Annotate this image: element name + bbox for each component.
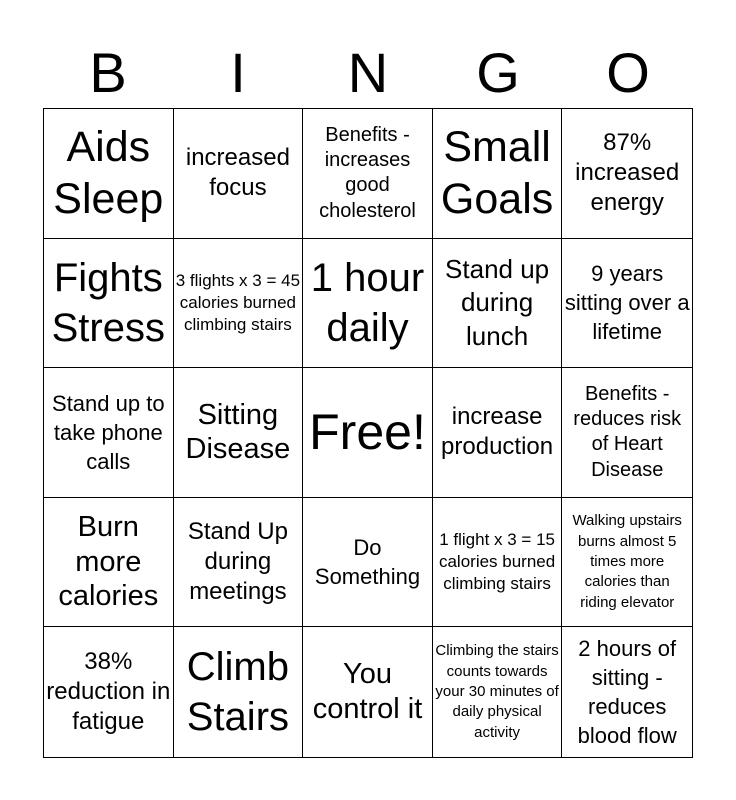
bingo-cell[interactable]: 3 flights x 3 = 45 calories burned climbing stairs — [174, 239, 304, 369]
bingo-cell[interactable]: Burn more calories — [44, 498, 174, 628]
bingo-cell[interactable]: 87% increased energy — [562, 109, 692, 239]
header-letter-n: N — [347, 41, 389, 104]
bingo-cell[interactable]: increased focus — [174, 109, 304, 239]
bingo-cell[interactable]: Small Goals — [433, 109, 563, 239]
bingo-cell[interactable]: Walking upstairs burns almost 5 times more calories than riding elevator — [562, 498, 692, 628]
bingo-free-cell[interactable]: Free! — [303, 368, 433, 498]
bingo-cell[interactable]: Stand up to take phone calls — [44, 368, 174, 498]
header-letter-b: B — [89, 41, 127, 104]
bingo-cell[interactable]: Aids Sleep — [44, 109, 174, 239]
bingo-cell[interactable]: Benefits - reduces risk of Heart Disease — [562, 368, 692, 498]
bingo-cell[interactable]: 38% reduction in fatigue — [44, 627, 174, 757]
bingo-header — [43, 38, 693, 108]
bingo-cell[interactable]: increase production — [433, 368, 563, 498]
header-letter-i: I — [230, 41, 246, 104]
bingo-cell[interactable]: 2 hours of sitting - reduces blood flow — [577, 636, 677, 749]
bingo-card-grid — [43, 108, 693, 758]
header-letter-g: G — [476, 41, 520, 104]
bingo-cell[interactable]: You control it — [303, 627, 433, 757]
bingo-cell[interactable]: 9 years sitting over a lifetime — [562, 239, 692, 369]
bingo-cell[interactable]: Climb Stairs — [174, 627, 304, 757]
bingo-cell[interactable]: Climbing the stairs counts towards your 30 minutes of daily physical activity — [433, 627, 563, 757]
bingo-cell[interactable]: 1 flight x 3 = 15 calories burned climbing stairs — [433, 498, 563, 628]
header-letter-o: O — [606, 41, 650, 104]
bingo-cell[interactable]: Do Something — [303, 498, 433, 628]
bingo-cell[interactable]: 1 hour daily — [303, 239, 433, 369]
bingo-cell[interactable]: Stand Up during meetings — [174, 498, 304, 628]
bingo-cell[interactable]: Sitting Disease — [174, 368, 304, 498]
bingo-cell[interactable]: Fights Stress — [44, 239, 174, 369]
bingo-cell[interactable]: Stand up during lunch — [433, 239, 563, 369]
bingo-cell[interactable]: Benefits - increases good cholesterol — [303, 109, 433, 239]
